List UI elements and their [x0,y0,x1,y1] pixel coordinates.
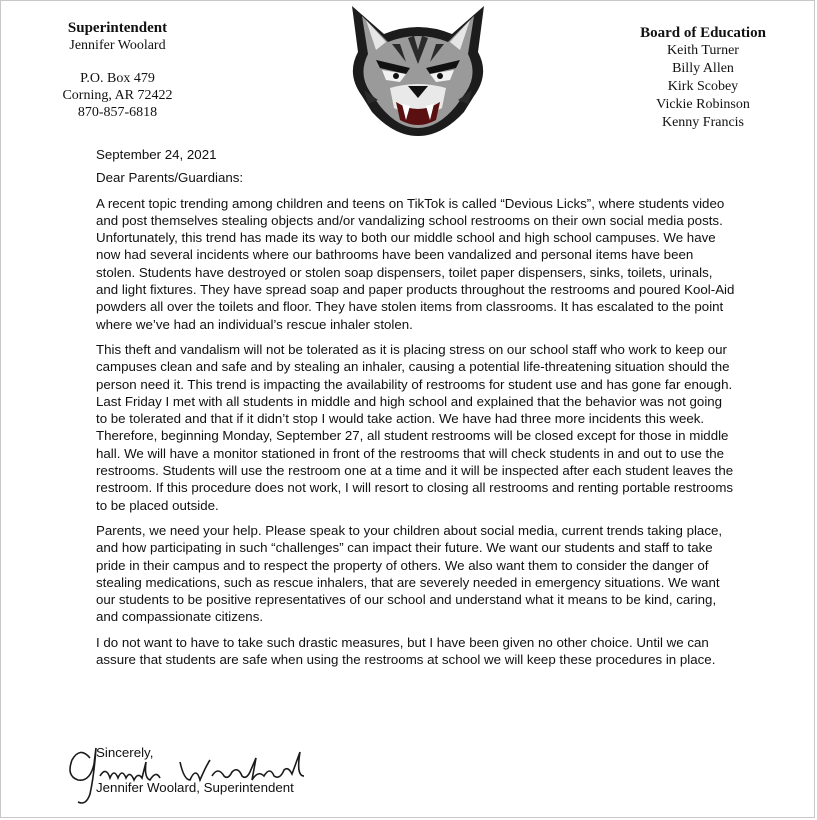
letter-paragraph: A recent topic trending among children and teens on TikTok is called “Devious Licks”, where students video and post themselves stealing objects and/or vandalizing school restrooms on their own social media posts. Unfortunately, this trend has made its way to both our middle school and high school campuses. We have now had several incidents where our bathrooms have been vandalized and personal items have been stolen. Students have destroyed or stolen soap dispensers, toilet paper dispensers, sinks, toilets, urinals, and light fixtures. They have spread soap and paper products throughout the restrooms and poured Kool-Aid powders all over the toilets and floor. They have stolen items from classrooms. It has escalated to the point where we’ve had an individual’s rescue inhaler stolen. [96,195,735,332]
letter-greeting: Dear Parents/Guardians: [96,170,244,186]
wildcat-head-icon [346,4,490,138]
superintendent-title: Superintendent [67,20,168,36]
board-member: Billy Allen [672,61,734,76]
board-member: Keith Turner [667,43,739,58]
superintendent-header [40,20,195,121]
city-state-zip: Corning, AR 72422 [62,88,173,103]
board-member: Kirk Scobey [667,79,739,94]
signature-line: Jennifer Woolard, Superintendent [96,780,294,795]
letter-paragraph: Parents, we need your help. Please speak to your children about social media, current trends taking place, and how participating in such “challenges” can impact their future. We want our students and staff to take pride in their campus and to respect the property of others. We also want them to consider the danger of stealing medications, such as rescue inhalers, that are severely needed in emergency situations. We want our students to be positive representatives of our school and understand what it means to be kind, caring, and compassionate citizens. [96,522,723,625]
board-header [628,24,778,132]
board-member: Vickie Robinson [656,97,750,112]
superintendent-name: Jennifer Woolard [69,38,166,53]
phone-number: 870-857-6818 [77,105,158,120]
handwritten-signature [60,736,320,810]
board-member: Kenny Francis [661,115,745,130]
po-box: P.O. Box 479 [80,71,155,86]
board-title: Board of Education [640,25,766,41]
letter-paragraph: I do not want to have to take such drastic measures, but I have been given no other choice. Until we can assure that students are safe when using the restrooms at school we will keep these procedures in place. [96,634,716,668]
letter-closing: Sincerely, [96,745,154,760]
letter-paragraph: This theft and vandalism will not be tolerated as it is placing stress on our school staff who work to keep our campuses clean and safe and by stealing an inhaler, causing a potential life-threatening situation should the person need it. This trend is impacting the availability of restrooms for student use and has gone far enough. Last Friday I met with all students in middle and high school and explained that the behavior was not going to be tolerated and that if it didn’t stop I would take action. We have had three more incidents this week. Therefore, beginning Monday, September 27, all student restrooms will be closed except for those in middle hall. We will have a monitor stationed in front of the restrooms that will check students in and out to use the restrooms. Students will use the restroom one at a time and it will be inspected after each student leaves the restroom. If this procedure does not work, I will resort to closing all restrooms and renting portable restrooms to be placed outside. [96,341,734,513]
letter-body [96,146,736,676]
letter-date: September 24, 2021 [96,147,217,162]
